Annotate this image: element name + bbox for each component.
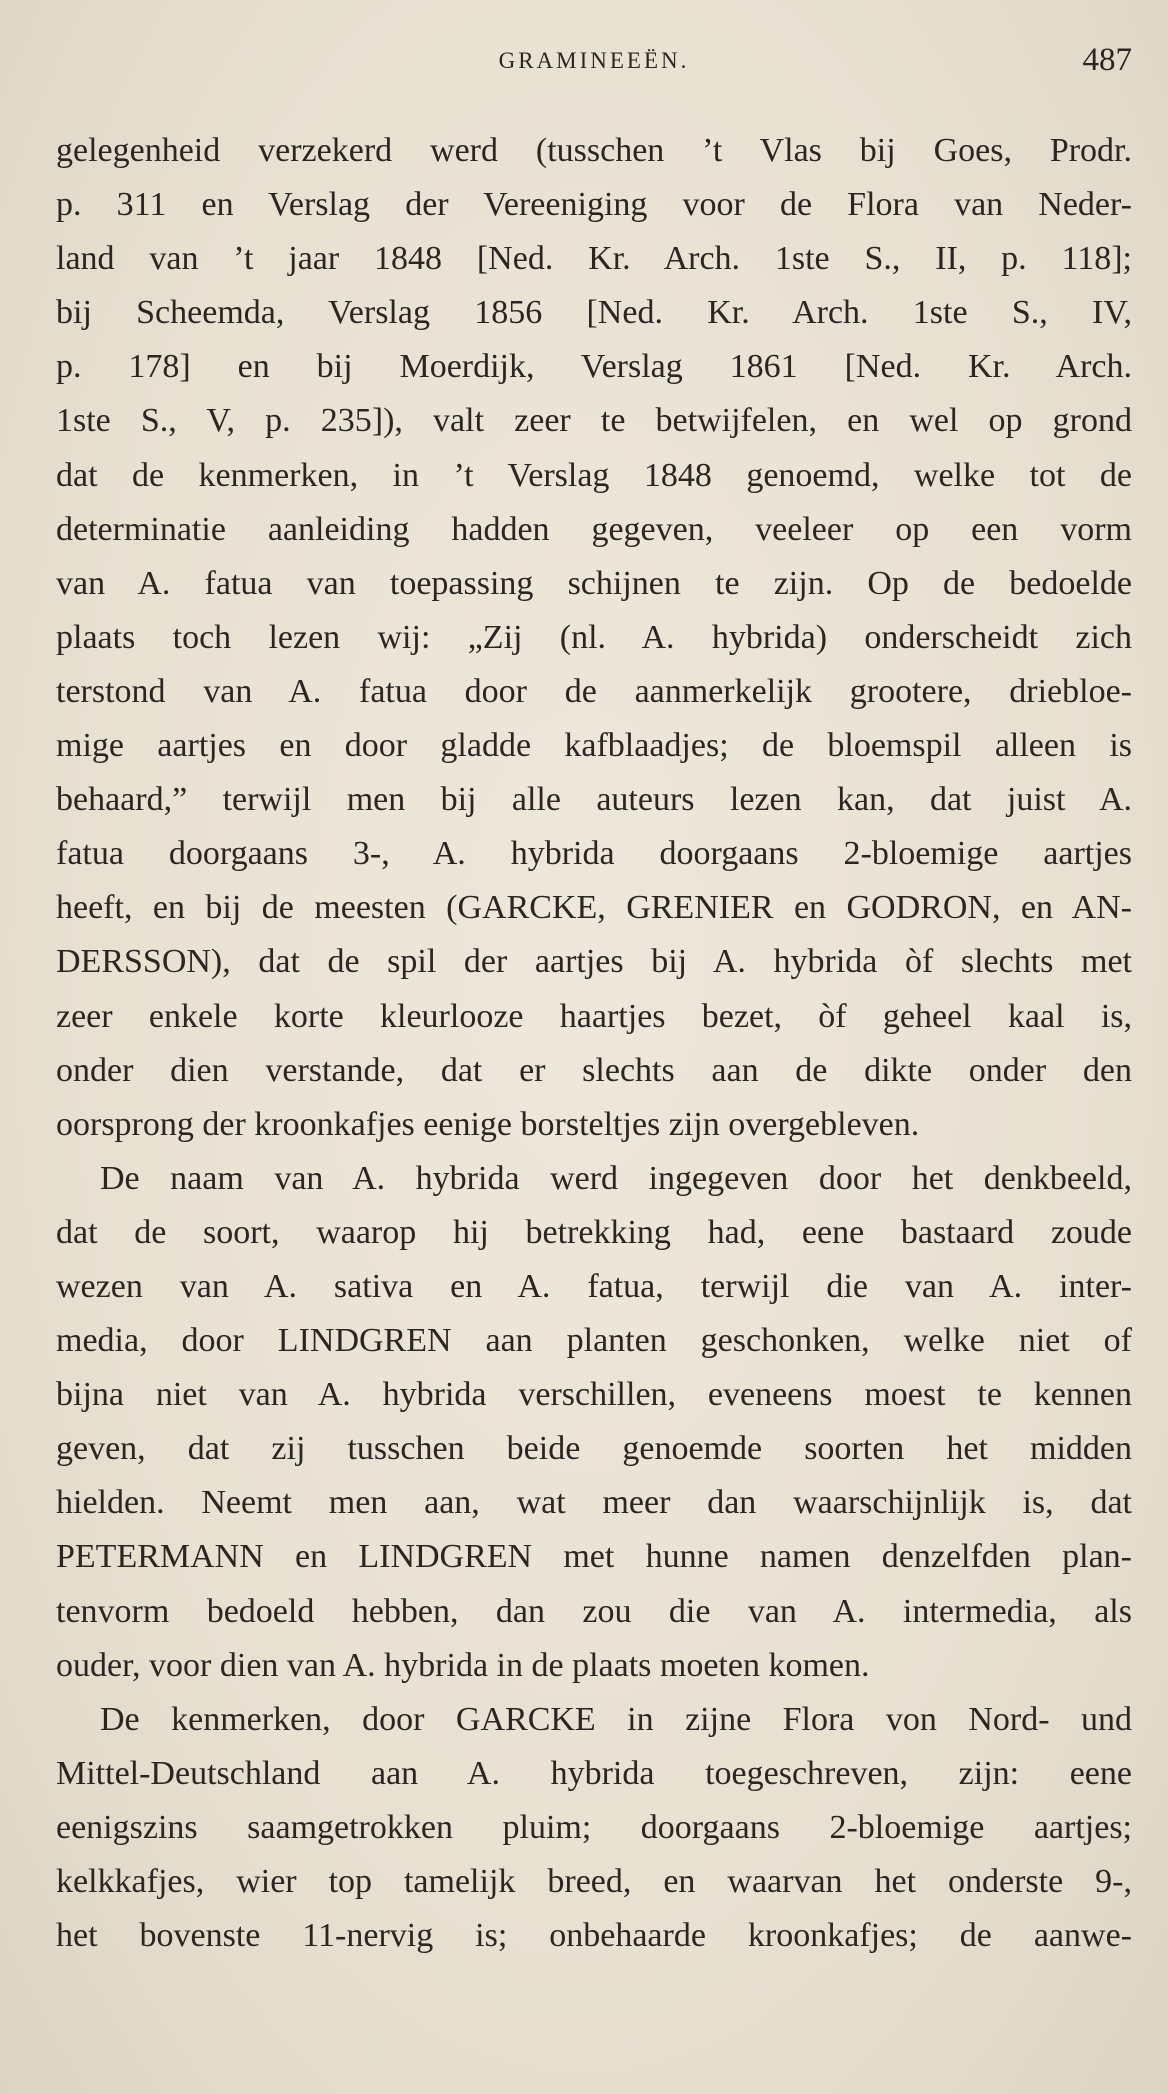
- text-line: behaard,” terwijl men bij alle auteurs lezen kan, dat juist A.: [56, 781, 1132, 819]
- text-line: wezen van A. sativa en A. fatua, terwijl die van A. inter-: [56, 1267, 1132, 1305]
- text-line: het bovenste 11-nervig is; onbehaarde kroonkafjes; de aanwe-: [56, 1917, 1132, 1955]
- text-line: onder dien verstande, dat er slechts aan de dikte onder den: [56, 1051, 1132, 1089]
- text-line: media, door LINDGREN aan planten geschonken, welke niet of: [56, 1322, 1132, 1360]
- text-line: dat de soort, waarop hij betrekking had, eene bastaard zoude: [56, 1213, 1132, 1251]
- body-text: [56, 124, 1132, 1963]
- text-line: hielden. Neemt men aan, wat meer dan waarschijnlijk is, dat: [56, 1484, 1132, 1522]
- text-line: p. 311 en Verslag der Vereeniging voor de Flora van Neder-: [56, 186, 1132, 224]
- text-line: DERSSON), dat de spil der aartjes bij A. hybrida òf slechts met: [56, 943, 1132, 981]
- text-line: oorsprong der kroonkafjes eenige borsteltjes zijn overgebleven.: [56, 1105, 920, 1143]
- text-line: eenigszins saamgetrokken pluim; doorgaans 2-bloemige aartjes;: [56, 1808, 1132, 1846]
- text-line: p. 178] en bij Moerdijk, Verslag 1861 [Ned. Kr. Arch.: [56, 348, 1132, 386]
- text-line: tenvorm bedoeld hebben, dan zou die van A. intermedia, als: [56, 1592, 1132, 1630]
- text-line: geven, dat zij tusschen beide genoemde soorten het midden: [56, 1430, 1132, 1468]
- text-line: 1ste S., V, p. 235]), valt zeer te betwijfelen, en wel op grond: [56, 402, 1132, 440]
- text-line: bij Scheemda, Verslag 1856 [Ned. Kr. Arch. 1ste S., IV,: [56, 294, 1132, 332]
- page-number: 487: [1082, 42, 1132, 78]
- text-line: bijna niet van A. hybrida verschillen, eveneens moest te kennen: [56, 1376, 1132, 1414]
- text-line: mige aartjes en door gladde kafblaadjes; de bloemspil alleen is: [56, 727, 1132, 765]
- text-line: fatua doorgaans 3-, A. hybrida doorgaans 2-bloemige aartjes: [56, 835, 1132, 873]
- text-line: Mittel-Deutschland aan A. hybrida toegeschreven, zijn: eene: [56, 1754, 1132, 1792]
- page-header: [56, 42, 1132, 82]
- text-line: kelkkafjes, wier top tamelijk breed, en waarvan het onderste 9-,: [56, 1863, 1132, 1900]
- running-title: GRAMINEEËN.: [498, 48, 690, 73]
- text-line: determinatie aanleiding hadden gegeven, veeleer op een vorm: [56, 510, 1132, 548]
- text-line: van A. fatua van toepassing schijnen te zijn. Op de bedoelde: [56, 564, 1132, 602]
- text-line: plaats toch lezen wij: „Zij (nl. A. hybrida) onderscheidt zich: [56, 618, 1132, 656]
- text-line: ouder, voor dien van A. hybrida in de plaats moeten komen.: [56, 1646, 870, 1684]
- text-line: zeer enkele korte kleurlooze haartjes bezet, òf geheel kaal is,: [56, 997, 1132, 1035]
- text-line: dat de kenmerken, in ’t Verslag 1848 genoemd, welke tot de: [56, 456, 1132, 494]
- text-line: De kenmerken, door GARCKE in zijne Flora von Nord- und: [100, 1700, 1132, 1738]
- text-line: heeft, en bij de meesten (GARCKE, GRENIER en GODRON, en AN-: [56, 889, 1132, 927]
- text-line: land van ’t jaar 1848 [Ned. Kr. Arch. 1ste S., II, p. 118];: [56, 240, 1132, 278]
- text-line: terstond van A. fatua door de aanmerkelijk grootere, driebloe-: [56, 672, 1132, 710]
- text-line: De naam van A. hybrida werd ingegeven door het denkbeeld,: [100, 1159, 1132, 1197]
- text-line: gelegenheid verzekerd werd (tusschen ’t Vlas bij Goes, Prodr.: [56, 132, 1132, 169]
- text-line: PETERMANN en LINDGREN met hunne namen denzelfden plan-: [56, 1538, 1132, 1576]
